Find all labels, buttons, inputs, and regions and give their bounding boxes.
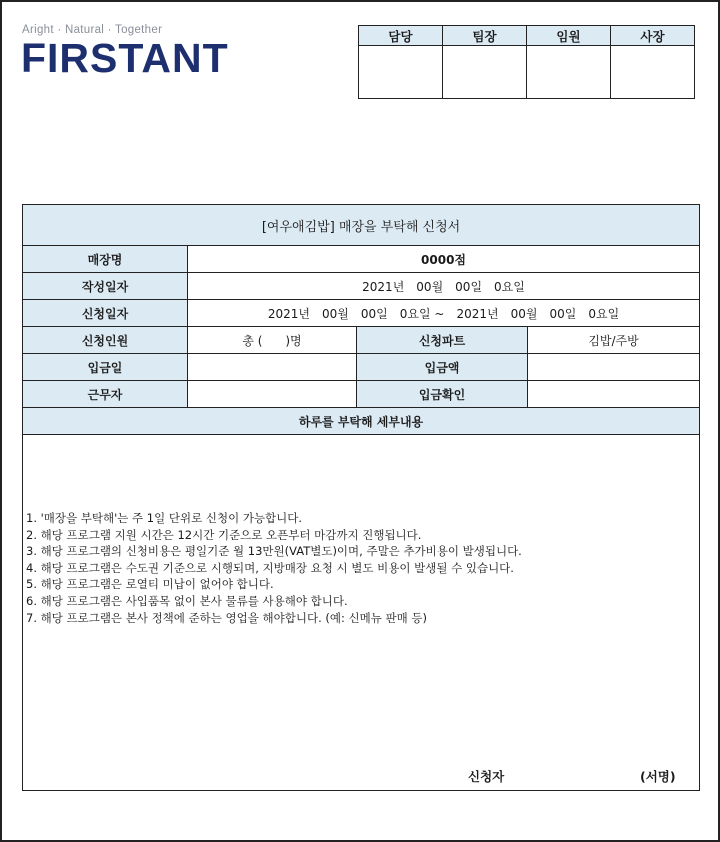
approval-stamp-executive[interactable]	[527, 46, 611, 99]
headcount-label: 신청인원	[23, 327, 188, 354]
written-day: 00일	[455, 279, 483, 294]
part-label: 신청파트	[357, 327, 528, 354]
apply-end-day: 00일	[549, 306, 577, 321]
approval-stamp-ceo[interactable]	[611, 46, 695, 99]
detail-item: 4. 해당 프로그램은 수도권 기준으로 시행되며, 지방매장 요청 시 별도 비용이 발생될 수 있습니다.	[26, 560, 514, 575]
deposit-date-label: 입금일	[23, 354, 188, 381]
brand-logo: FIRSTANT	[21, 35, 229, 81]
apply-start-year: 2021년	[267, 306, 310, 321]
deposit-amount-label: 입금액	[357, 354, 528, 381]
apply-start-month: 00월	[322, 306, 349, 321]
apply-date-field[interactable]	[188, 300, 700, 327]
written-date-label: 작성일자	[23, 273, 188, 300]
detail-item: 2. 해당 프로그램 지원 시간은 12시간 기준으로 오픈부터 마감까지 진행됩니다.	[26, 527, 422, 542]
approval-stamp-team-lead[interactable]	[443, 46, 527, 99]
apply-end-month: 00월	[510, 306, 538, 321]
written-year: 2021년	[362, 279, 405, 294]
application-form-table	[22, 204, 700, 791]
apply-end-weekday: 0요일	[588, 306, 620, 321]
apply-date-label: 신청일자	[23, 300, 188, 327]
form-title: [여우애김밥] 매장을 부탁해 신청서	[23, 205, 700, 246]
applicant-label: 신청자	[468, 769, 505, 784]
headcount-field[interactable]: 총 ( )명	[188, 327, 357, 354]
worker-field[interactable]	[188, 381, 357, 408]
apply-start-day: 00일	[360, 306, 388, 321]
detail-item: 3. 해당 프로그램의 신청비용은 평일기준 월 13만원(VAT별도)이며, 주말은 추가비용이 발생됩니다.	[26, 544, 522, 559]
deposit-date-field[interactable]	[188, 354, 357, 381]
worker-label: 근무자	[23, 381, 188, 408]
part-field[interactable]: 김밥/주방	[528, 327, 700, 354]
detail-item: 1. '매장을 부탁해'는 주 1일 단위로 신청이 가능합니다.	[26, 511, 303, 525]
store-name-label: 매장명	[23, 246, 188, 273]
apply-end-year: 2021년	[456, 306, 499, 321]
approval-header-team-lead: 팀장	[443, 26, 527, 46]
approval-header-staff: 담당	[359, 26, 443, 46]
apply-start-weekday: 0요일 ~	[399, 306, 445, 321]
detail-item: 5. 해당 프로그램은 로열티 미납이 없어야 합니다.	[26, 577, 274, 592]
deposit-confirm-label: 입금확인	[357, 381, 528, 408]
approval-stamp-staff[interactable]	[359, 46, 443, 99]
detail-header: 하루를 부탁해 세부내용	[23, 408, 700, 435]
detail-item: 7. 해당 프로그램은 본사 정책에 준하는 영업을 해야합니다. (예: 신메뉴 판매 등)	[26, 610, 427, 625]
approval-header-executive: 임원	[527, 26, 611, 46]
approval-table	[358, 25, 695, 99]
signature-field[interactable]: (서명)	[640, 769, 676, 784]
store-name-field[interactable]: 0000점	[188, 246, 700, 273]
approval-header-ceo: 사장	[611, 26, 695, 46]
deposit-amount-field[interactable]	[528, 354, 700, 381]
deposit-confirm-field[interactable]	[528, 381, 700, 408]
written-date-field[interactable]	[188, 273, 700, 300]
written-month: 00월	[416, 279, 444, 294]
detail-content	[23, 435, 700, 791]
brand-tagline: Aright · Natural · Together	[22, 24, 163, 36]
written-weekday: 0요일	[494, 279, 525, 294]
detail-item: 6. 해당 프로그램은 사입품목 없이 본사 물류를 사용해야 합니다.	[26, 593, 348, 608]
